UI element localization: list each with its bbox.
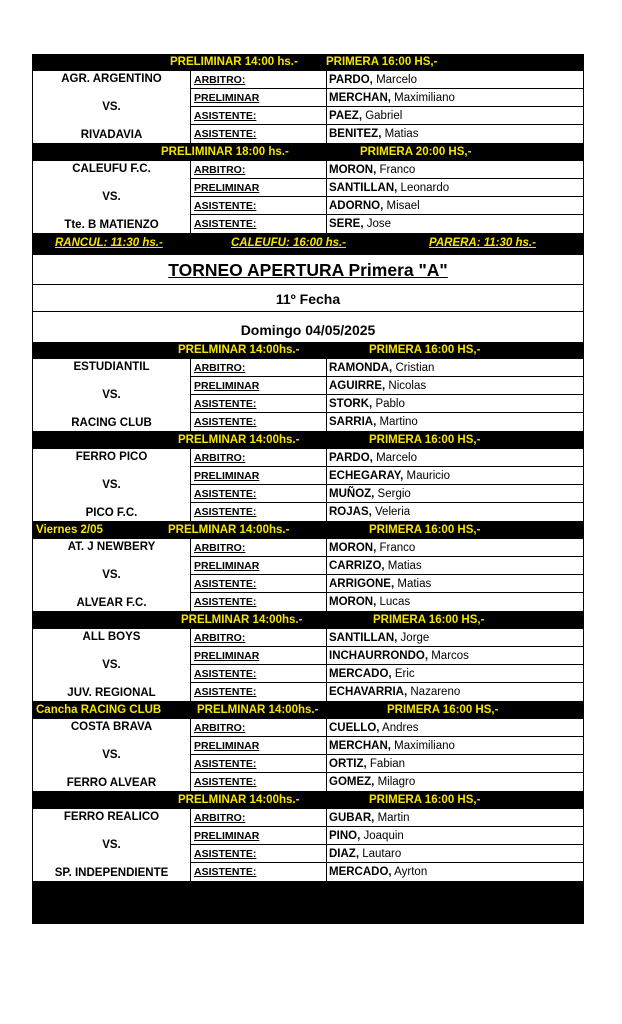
primera-time: PRIMERA 16:00 HS,- [369, 434, 481, 446]
referee-name: ARRIGONE, Matias [327, 575, 583, 593]
referee-name: SARRIA, Martino [329, 416, 418, 428]
referee-name: MERCADO, Eric [327, 665, 583, 683]
referee-name: MERCHAN, Maximiliano [327, 737, 583, 755]
role-label: ASISTENTE: [191, 215, 327, 233]
role-label: PRELIMINAR [191, 737, 327, 755]
referee-name: SANTILLAN, Leonardo [327, 179, 583, 197]
preliminar-time: PRELMINAR 14:00hs.- [168, 524, 290, 536]
referee-name: GOMEZ, Milagro [329, 776, 416, 788]
venues-row [33, 234, 583, 254]
match-teams [33, 449, 191, 521]
preliminar-time: PRELMINAR 14:00hs.- [178, 344, 300, 356]
versus-label: VS. [102, 191, 121, 203]
versus-label: VS. [102, 101, 121, 113]
role-label: ASISTENTE: [191, 413, 327, 431]
referee-name: MORON, Franco [327, 539, 583, 557]
fixture-sheet [32, 54, 584, 924]
role-label: PRELIMINAR [191, 179, 327, 197]
referee-name: INCHAURRONDO, Marcos [327, 647, 583, 665]
fecha-number: 11º Fecha [33, 285, 583, 312]
match-header [33, 792, 583, 809]
match-day-note: Viernes 2/05 [36, 524, 103, 536]
role-label: ASISTENTE: [191, 845, 327, 863]
primera-time: PRIMERA 16:00 HS,- [326, 56, 438, 68]
role-label: ASISTENTE: [191, 107, 327, 125]
preliminar-time: PRELMINAR 14:00hs.- [181, 614, 303, 626]
role-label: PRELIMINAR [191, 467, 327, 485]
referee-name: ECHAVARRIA, Nazareno [329, 686, 461, 698]
primera-time: PRIMERA 16:00 HS,- [387, 704, 499, 716]
referee-name: ECHEGARAY, Mauricio [327, 467, 583, 485]
referee-name: PARDO, Marcelo [327, 71, 583, 89]
preliminar-time: PRELMINAR 14:00hs.- [197, 704, 319, 716]
home-team: AGR. ARGENTINO [61, 73, 162, 85]
match-row [33, 161, 583, 234]
match-header [33, 702, 583, 719]
role-label: PRELIMINAR [191, 647, 327, 665]
venue-rancul: RANCUL: 11:30 hs.- [55, 237, 163, 249]
role-label: ARBITRO: [191, 809, 327, 827]
preliminar-time: PRELIMINAR 14:00 hs.- [170, 56, 298, 68]
role-label: ARBITRO: [191, 629, 327, 647]
role-label: ARBITRO: [191, 359, 327, 377]
away-team: RACING CLUB [71, 417, 152, 429]
referee-name: PARDO, Marcelo [327, 449, 583, 467]
venue-parera: PARERA: 11:30 hs.- [429, 237, 536, 249]
referee-name: ROJAS, Veleria [329, 506, 411, 518]
venue-caleufu: CALEUFU: 16:00 hs.- [231, 237, 347, 249]
referee-name: ADORNO, Misael [327, 197, 583, 215]
fecha-date: Domingo 04/05/2025 [240, 322, 376, 338]
referee-name: AGUIRRE, Nicolas [327, 377, 583, 395]
match-header [33, 612, 583, 629]
match-header [33, 144, 583, 161]
referee-name: BENITEZ, Matias [329, 128, 419, 140]
home-team: FERRO PICO [75, 451, 148, 463]
role-label: ASISTENTE: [191, 197, 327, 215]
role-label: ASISTENTE: [191, 485, 327, 503]
referee-name: MORON, Franco [327, 161, 583, 179]
match-row [33, 539, 583, 612]
match-teams [33, 539, 191, 611]
tournament-title-row [33, 254, 583, 285]
referee-name: RAMONDA, Cristian [327, 359, 583, 377]
role-label: ASISTENTE: [191, 125, 327, 143]
role-label: ASISTENTE: [191, 863, 327, 881]
preliminar-time: PRELIMINAR 18:00 hs.- [161, 146, 289, 158]
match-header [33, 54, 583, 71]
referee-name: PINO, Joaquin [327, 827, 583, 845]
away-team: Tte. B MATIENZO [64, 219, 159, 231]
primera-time: PRIMERA 16:00 HS,- [369, 344, 481, 356]
preliminar-time: PRELMINAR 14:00hs.- [178, 434, 300, 446]
match-teams [33, 161, 191, 233]
role-label: PRELIMINAR [191, 377, 327, 395]
role-label: PRELIMINAR [191, 89, 327, 107]
match-row [33, 719, 583, 792]
role-label: ARBITRO: [191, 539, 327, 557]
home-team: ESTUDIANTIL [73, 361, 150, 373]
preliminar-time: PRELMINAR 14:00hs.- [178, 794, 300, 806]
role-label: ASISTENTE: [191, 755, 327, 773]
versus-label: VS. [102, 389, 121, 401]
referee-name: ORTIZ, Fabian [327, 755, 583, 773]
primera-time: PRIMERA 20:00 HS,- [360, 146, 472, 158]
role-label: ASISTENTE: [191, 773, 327, 791]
match-row [33, 629, 583, 702]
referee-name: MORON, Lucas [329, 596, 411, 608]
home-team: ALL BOYS [82, 631, 141, 643]
footer-bar [33, 882, 583, 924]
role-label: ARBITRO: [191, 71, 327, 89]
match-row [33, 359, 583, 432]
role-label: ASISTENTE: [191, 665, 327, 683]
referee-name: STORK, Pablo [327, 395, 583, 413]
away-team: FERRO ALVEAR [66, 777, 157, 789]
referee-name: GUBAR, Martin [327, 809, 583, 827]
tournament-title: TORNEO APERTURA Primera "A" [168, 260, 448, 280]
home-team: FERRO REALICO [63, 811, 160, 823]
away-team: JUV. REGIONAL [67, 687, 156, 699]
referee-name: SERE, Jose [329, 218, 392, 230]
role-label: PRELIMINAR [191, 827, 327, 845]
match-header [33, 342, 583, 359]
match-row [33, 809, 583, 882]
referee-name: SANTILLAN, Jorge [327, 629, 583, 647]
role-label: ASISTENTE: [191, 593, 327, 611]
home-team: AT. J NEWBERY [67, 541, 156, 553]
primera-time: PRIMERA 16:00 HS,- [369, 794, 481, 806]
role-label: ASISTENTE: [191, 395, 327, 413]
match-teams [33, 71, 191, 143]
referee-name: PAEZ, Gabriel [327, 107, 583, 125]
match-teams [33, 809, 191, 881]
match-teams [33, 359, 191, 431]
role-label: ARBITRO: [191, 161, 327, 179]
referee-name: MERCADO, Ayrton [329, 866, 428, 878]
home-team: COSTA BRAVA [70, 721, 153, 733]
match-header [33, 522, 583, 539]
referee-name: CUELLO, Andres [327, 719, 583, 737]
match-teams [33, 719, 191, 791]
versus-label: VS. [102, 569, 121, 581]
away-team: RIVADAVIA [80, 129, 143, 141]
versus-label: VS. [102, 839, 121, 851]
match-venue-note: Cancha RACING CLUB [36, 704, 162, 716]
versus-label: VS. [102, 659, 121, 671]
role-label: ASISTENTE: [191, 683, 327, 701]
match-teams [33, 629, 191, 701]
role-label: PRELIMINAR [191, 557, 327, 575]
referee-name: CARRIZO, Matias [327, 557, 583, 575]
primera-time: PRIMERA 16:00 HS,- [369, 524, 481, 536]
referee-name: MUÑOZ, Sergio [327, 485, 583, 503]
role-label: ASISTENTE: [191, 575, 327, 593]
match-row [33, 449, 583, 522]
versus-label: VS. [102, 479, 121, 491]
primera-time: PRIMERA 16:00 HS,- [373, 614, 485, 626]
match-row [33, 71, 583, 144]
away-team: ALVEAR F.C. [76, 597, 147, 609]
home-team: CALEUFU F.C. [72, 163, 151, 175]
role-label: ARBITRO: [191, 719, 327, 737]
role-label: ASISTENTE: [191, 503, 327, 521]
match-header [33, 432, 583, 449]
referee-name: MERCHAN, Maximiliano [327, 89, 583, 107]
away-team: SP. INDEPENDIENTE [54, 867, 169, 879]
versus-label: VS. [102, 749, 121, 761]
referee-name: DIAZ, Lautaro [327, 845, 583, 863]
away-team: PICO F.C. [85, 507, 138, 519]
role-label: ARBITRO: [191, 449, 327, 467]
